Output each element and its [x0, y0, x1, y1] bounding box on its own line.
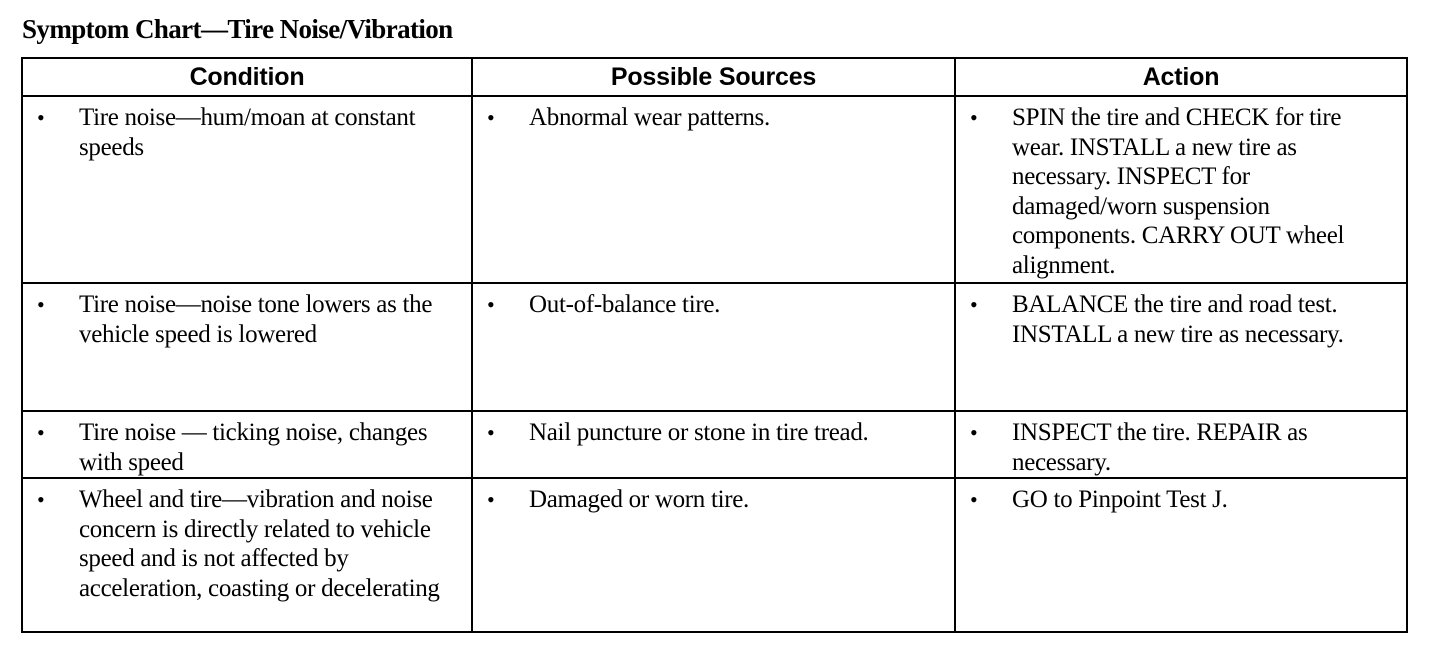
header-condition: Condition	[22, 58, 472, 96]
bullet-icon: •	[37, 487, 45, 512]
action-cell	[955, 283, 1407, 411]
bullet-icon: •	[37, 105, 45, 130]
bullet-icon: •	[37, 292, 45, 317]
bullet-icon: •	[487, 487, 495, 512]
condition-text: Tire noise — ticking noise, changes with speed	[79, 419, 428, 476]
source-cell	[472, 411, 955, 478]
condition-text: Wheel and tire—vibration and noise concern is directly related to vehicle speed and is not affected by acceleration, coasting or decelerating	[79, 486, 440, 602]
bullet-icon: •	[487, 292, 495, 317]
condition-cell	[22, 96, 472, 283]
source-cell	[472, 96, 955, 283]
bullet-icon: •	[970, 105, 978, 130]
bullet-icon: •	[487, 105, 495, 130]
condition-cell	[22, 411, 472, 478]
bullet-icon: •	[37, 420, 45, 445]
condition-cell	[22, 283, 472, 411]
table-row	[22, 96, 1407, 283]
action-cell	[955, 478, 1407, 632]
action-text: BALANCE the tire and road test. INSTALL a new tire as necessary.	[1012, 291, 1344, 348]
bullet-icon: •	[487, 420, 495, 445]
source-text: Nail puncture or stone in tire tread.	[529, 419, 869, 446]
page-title: Symptom Chart—Tire Noise/Vibration	[22, 14, 453, 44]
action-cell	[955, 411, 1407, 478]
source-cell	[472, 283, 955, 411]
action-text: GO to Pinpoint Test J.	[1012, 486, 1228, 513]
header-action: Action	[955, 58, 1407, 96]
source-text: Abnormal wear patterns.	[529, 104, 770, 131]
source-text: Damaged or worn tire.	[529, 486, 750, 513]
symptom-table	[21, 57, 1408, 633]
header-possible-sources: Possible Sources	[472, 58, 955, 96]
condition-cell	[22, 478, 472, 632]
table-row	[22, 478, 1407, 632]
bullet-icon: •	[970, 487, 978, 512]
table-row	[22, 283, 1407, 411]
header-row	[22, 58, 1407, 96]
action-text: SPIN the tire and CHECK for tire wear. INSTALL a new tire as necessary. INSPECT for damaged/worn suspension components. CARRY OUT wheel alignment.	[1012, 104, 1345, 279]
table-row	[22, 411, 1407, 478]
source-text: Out-of-balance tire.	[529, 291, 721, 318]
condition-text: Tire noise—hum/moan at constant speeds	[79, 104, 416, 161]
bullet-icon: •	[970, 420, 978, 445]
source-cell	[472, 478, 955, 632]
bullet-icon: •	[970, 292, 978, 317]
action-text: INSPECT the tire. REPAIR as necessary.	[1012, 419, 1308, 476]
action-cell	[955, 96, 1407, 283]
condition-text: Tire noise—noise tone lowers as the vehicle speed is lowered	[79, 291, 433, 348]
